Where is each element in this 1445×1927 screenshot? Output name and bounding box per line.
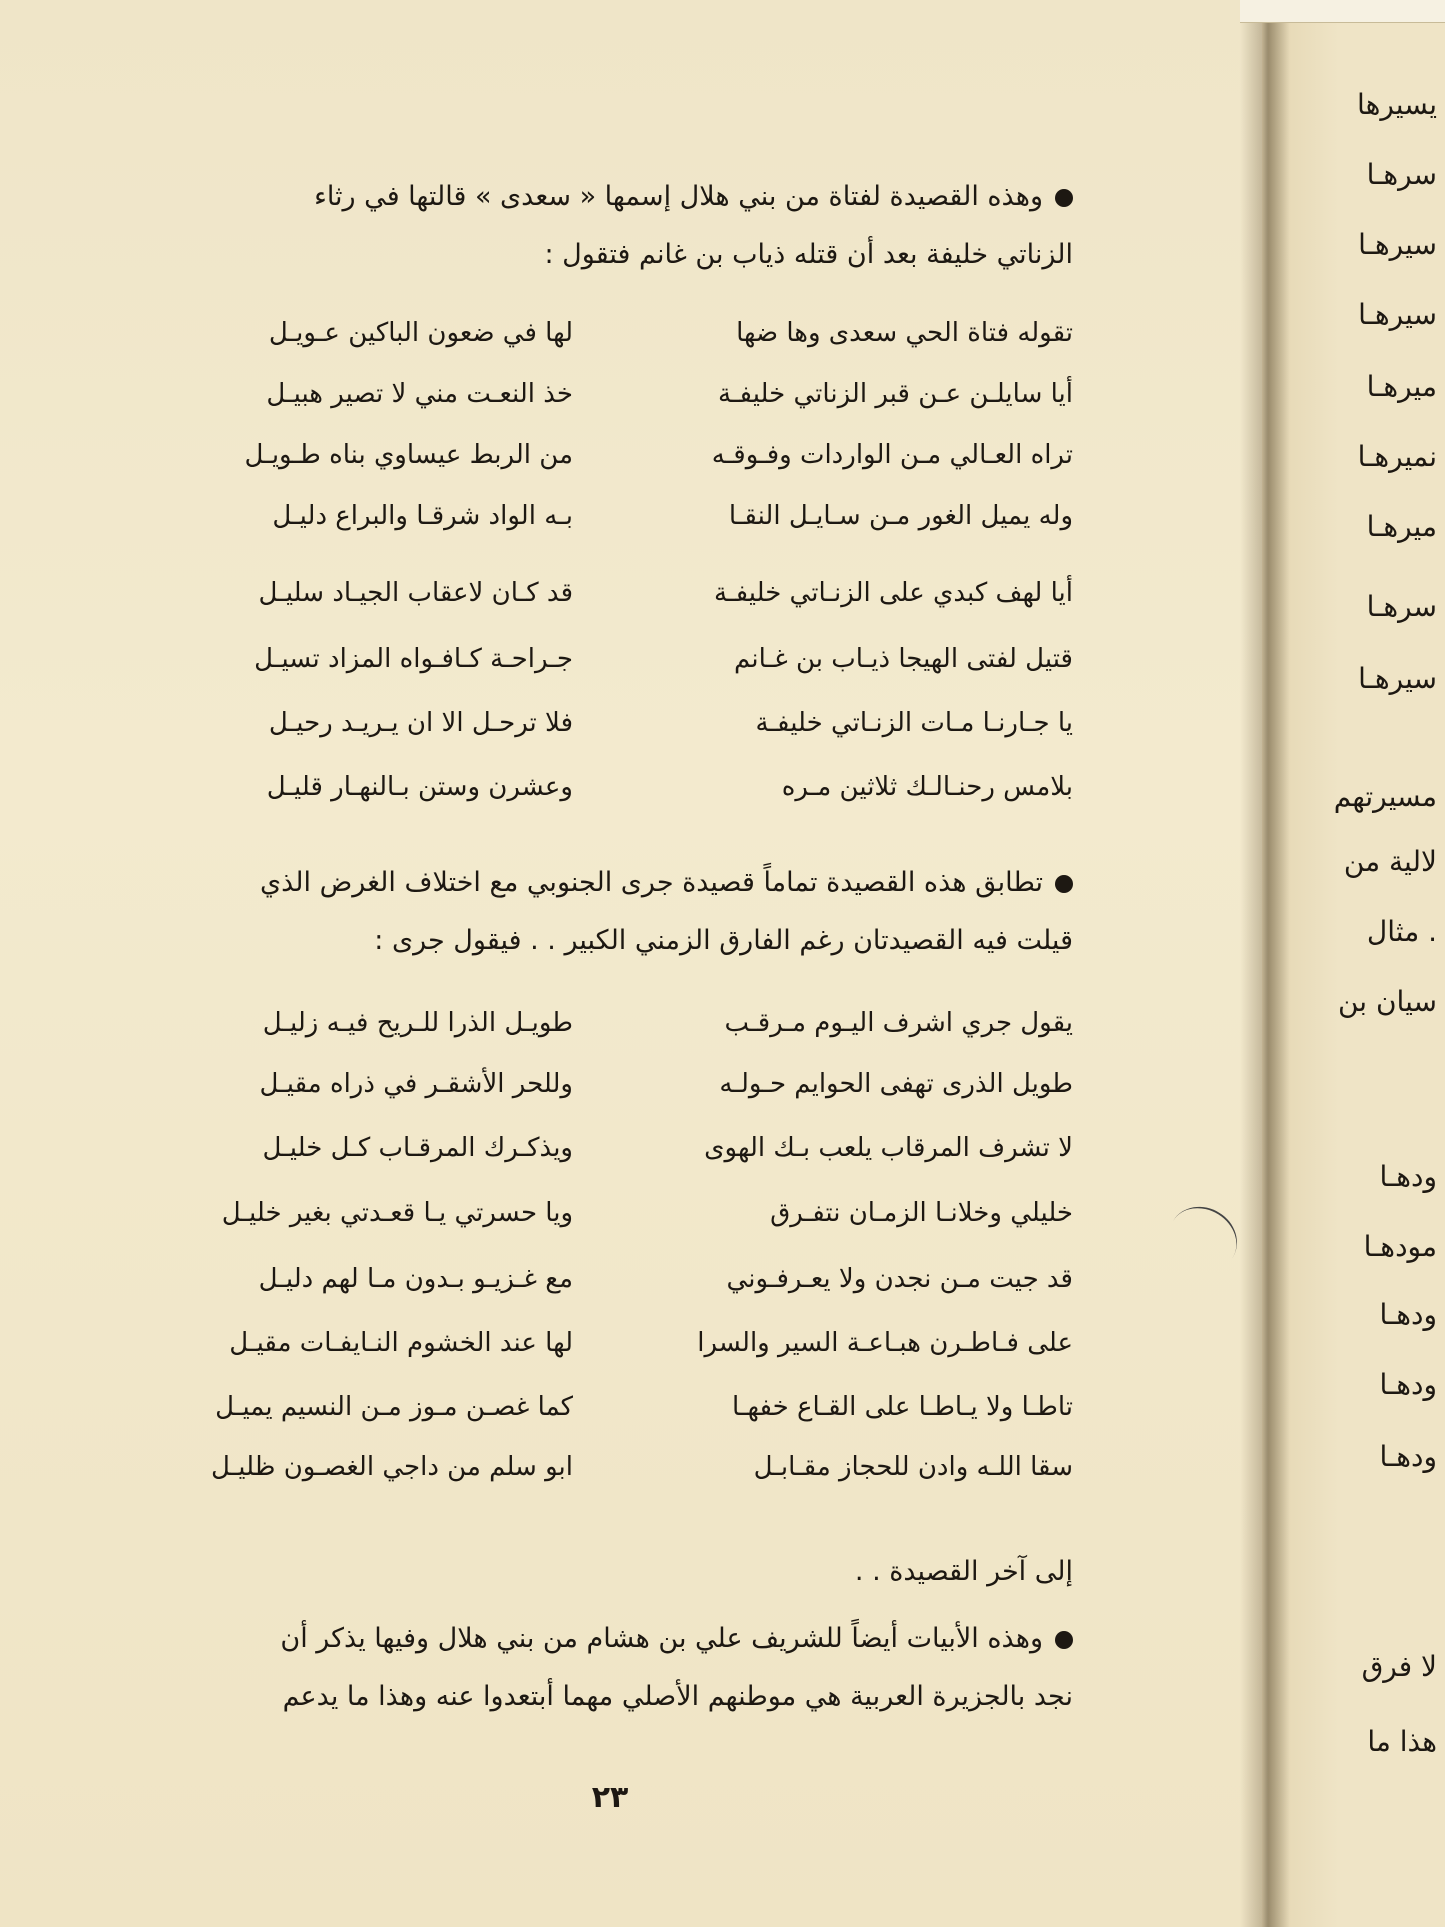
verse-second-hemistich: لها عند الخشوم النـايفـات مقيـل [229,1328,573,1358]
facing-page-text: مودهـا [1363,1230,1437,1263]
paragraph-line: تطابق هذه القصيدة تماماً قصيدة جرى الجنوبي مع اختلاف الغرض الذي [93,854,1073,912]
verse-second-hemistich: ويذكـرك المرقـاب كـل خليـل [262,1133,573,1163]
intro-paragraph-1 [93,168,1073,284]
bullet-icon [1055,189,1073,207]
closing-line [93,1543,1073,1601]
verse-row [103,501,1073,563]
verse-row [103,440,1073,502]
verse-first-hemistich: على فـاطـرن هبـاعـة السير والسرا [697,1328,1073,1358]
verse-row [103,1328,1073,1390]
verse-row [103,1392,1073,1454]
verse-row [103,1264,1073,1326]
facing-page-text: ميرهـا [1366,370,1437,403]
verse-first-hemistich: وله يميل الغور مـن سـايـل النقـا [728,501,1073,531]
paragraph-line: قيلت فيه القصيدتان رغم الفارق الزمني الكبير . . فيقول جرى : [374,925,1073,956]
verse-row [103,1069,1073,1131]
intro-paragraph-3 [93,1610,1073,1726]
verse-second-hemistich: وللحر الأشقـر في ذراه مقيـل [259,1069,573,1099]
paper-edge [1240,0,1445,23]
verse-second-hemistich: ابو سلم من داجي الغصـون ظليـل [210,1452,573,1482]
bullet-icon [1055,875,1073,893]
verse-row [103,1133,1073,1195]
facing-page-text: سرهـا [1366,158,1437,191]
facing-page [1268,0,1445,1927]
verse-first-hemistich: قتيل لفتى الهيجا ذيـاب بن غـانم [734,644,1073,674]
facing-page-text: سيرهـا [1358,228,1437,261]
verse-row [103,578,1073,640]
verse-first-hemistich: طويل الذرى تهفى الحوايم حـولـه [719,1069,1073,1099]
paragraph-line: نجد بالجزيرة العربية هي موطنهم الأصلي مهما أبتعدوا عنه وهذا ما يدعم [282,1681,1073,1712]
verse-row [103,772,1073,834]
bullet-icon [1055,1631,1073,1649]
facing-page-text: لا فرق [1361,1650,1437,1683]
verse-second-hemistich: لها في ضعون الباكين عـويـل [268,318,573,348]
verse-row [103,1198,1073,1260]
verse-row [103,644,1073,706]
facing-page-text: نميرهـا [1357,440,1437,473]
facing-page-text: سرهـا [1366,590,1437,623]
facing-page-text: سيان بن [1337,985,1437,1018]
verse-first-hemistich: أيا لهف كبدي على الزنـاتي خليفـة [714,578,1073,608]
facing-page-text: لالية من [1343,845,1437,878]
verse-first-hemistich: قد جيت مـن نجدن ولا يعـرفـوني [726,1264,1073,1294]
facing-page-text: مسيرتهم [1333,780,1437,813]
verse-second-hemistich: وعشرن وستن بـالنهـار قليـل [266,772,573,802]
paragraph-line: وهذه القصيدة لفتاة من بني هلال إسمها « سعدى » قالتها في رثاء [93,168,1073,226]
verse-first-hemistich: تراه العـالي مـن الواردات وفـوقـه [711,440,1073,470]
paragraph-line: الزناتي خليفة بعد أن قتله ذياب بن غانم فتقول : [544,239,1073,270]
verse-second-hemistich: من الربط عيساوي بناه طـويـل [244,440,573,470]
verse-first-hemistich: سقا اللـه وادن للحجاز مقـابـل [753,1452,1073,1482]
verse-second-hemistich: بـه الواد شرقـا والبراع دليـل [272,501,573,531]
verse-first-hemistich: يقول جري اشرف اليـوم مـرقـب [724,1008,1073,1038]
facing-page-text: هذا ما [1367,1725,1437,1758]
intro-paragraph-2 [93,854,1073,970]
verse-second-hemistich: طويـل الذرا للـريح فيـه زليـل [262,1008,573,1038]
verse-row [103,379,1073,441]
paragraph-line: إلى آخر القصيدة . . [854,1556,1073,1587]
facing-page-text: ودهـا [1379,1440,1437,1473]
verse-row [103,1452,1073,1514]
facing-page-text: ميرهـا [1366,510,1437,543]
verse-second-hemistich: كما غصـن مـوز مـن النسيم يميـل [215,1392,573,1422]
page-number: ٢٣ [591,1780,629,1815]
verse-row [103,708,1073,770]
facing-page-text: . مثال [1366,915,1437,948]
verse-second-hemistich: جـراحـة كـافـواه المزاد تسيـل [254,644,573,674]
verse-first-hemistich: تقوله فتاة الحي سعدى وها ضها [736,318,1073,348]
verse-second-hemistich: خذ النعـت مني لا تصير هبيـل [266,379,573,409]
verse-second-hemistich: قد كـان لاعقاب الجيـاد سليـل [258,578,573,608]
facing-page-text: ودهـا [1379,1160,1437,1193]
verse-first-hemistich: أيا سايلـن عـن قبر الزناتي خليفـة [718,379,1073,409]
verse-second-hemistich: مع غـزيـو بـدون مـا لهم دليـل [258,1264,573,1294]
verse-first-hemistich: يا جـارنـا مـات الزنـاتي خليفـة [755,708,1073,738]
verse-second-hemistich: ويا حسرتي يـا قعـدتي بغير خليـل [221,1198,573,1228]
verse-first-hemistich: تاطـا ولا يـاطـا على القـاع خفهـا [732,1392,1073,1422]
verse-first-hemistich: بلامس رحنـالـك ثلاثين مـره [781,772,1073,802]
verse-second-hemistich: فلا ترحـل الا ان يـريـد رحيـل [268,708,573,738]
verse-row [103,318,1073,380]
paragraph-line: وهذه الأبيات أيضاً للشريف علي بن هشام من بني هلال وفيها يذكر أن [93,1610,1073,1668]
book-gutter [1240,0,1290,1927]
verse-first-hemistich: لا تشرف المرقاب يلعب بـك الهوى [704,1133,1073,1163]
verse-row [103,1008,1073,1070]
verse-first-hemistich: خليلي وخلانـا الزمـان نتفـرق [770,1198,1073,1228]
facing-page-text: ودهـا [1379,1298,1437,1331]
facing-page-text: ودهـا [1379,1368,1437,1401]
facing-page-text: يسيرها [1357,88,1437,121]
facing-page-text: سيرهـا [1358,298,1437,331]
facing-page-text: سيرهـا [1358,662,1437,695]
